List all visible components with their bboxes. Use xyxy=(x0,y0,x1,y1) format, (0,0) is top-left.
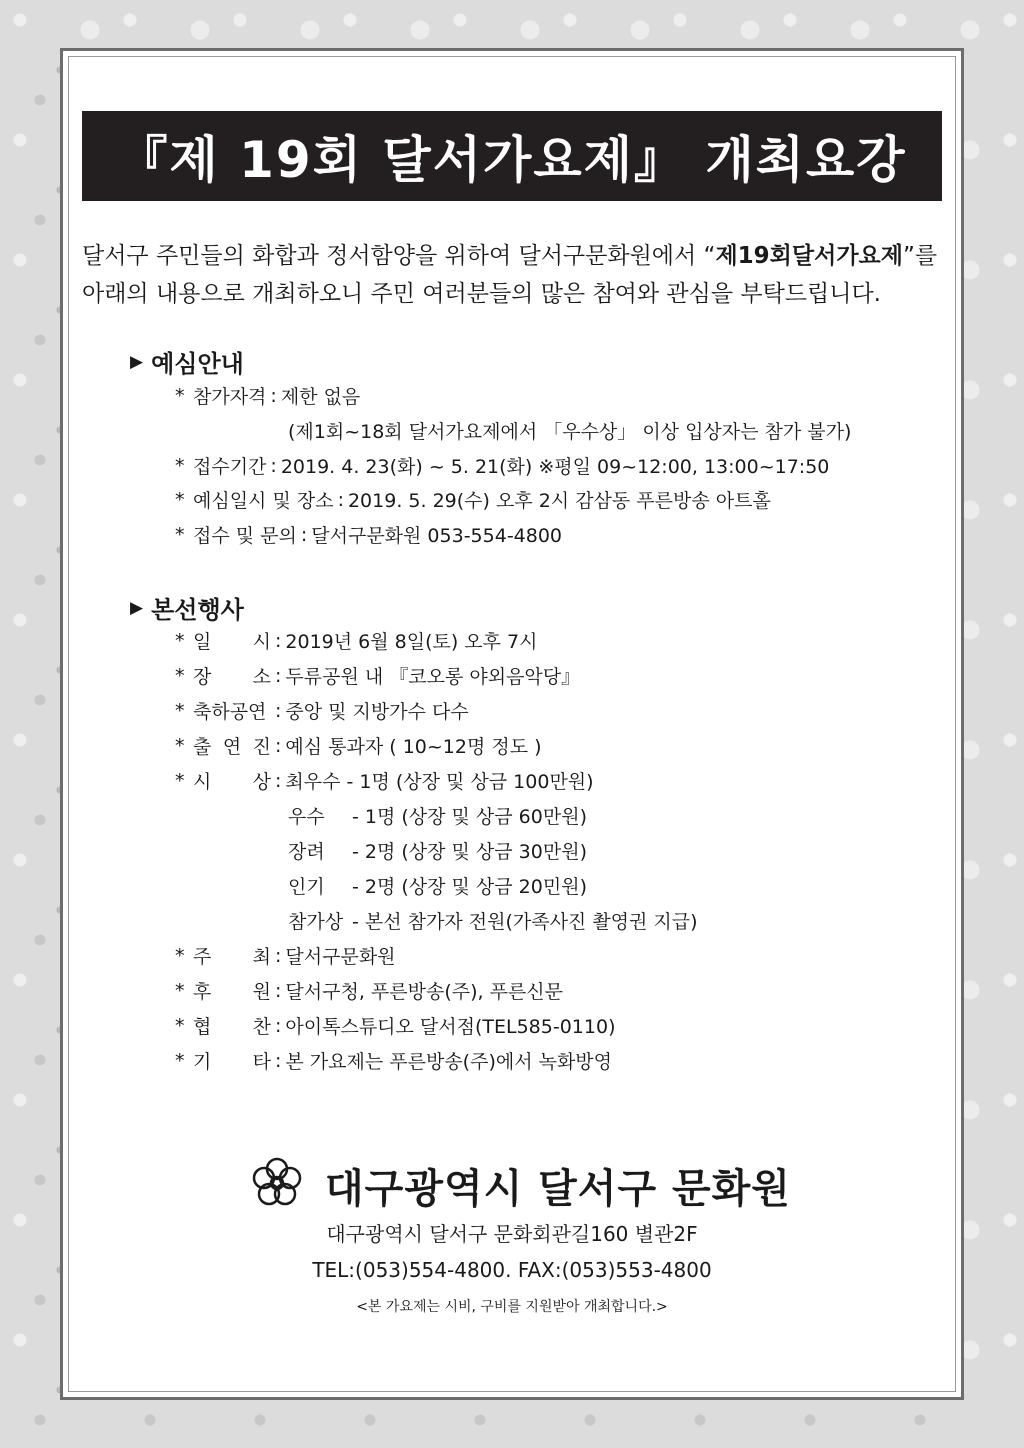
asterisk-bullet-icon: * xyxy=(175,629,185,652)
main-item-value: 예심 통과자 ( 10~12명 정도 ) xyxy=(285,736,542,758)
funding-note: <본 가요제는 시비, 구비를 지원받아 개최합니다.> xyxy=(356,1299,668,1315)
main-item-value: 2019년 6월 8일(토) 오후 7시 xyxy=(285,631,538,653)
prize-place: 참가상 xyxy=(288,911,344,933)
prelim-item-contact xyxy=(175,517,562,552)
asterisk-bullet-icon: * xyxy=(175,944,185,967)
main-item-value: 달서구청, 푸른방송(주), 푸른신문 xyxy=(285,981,563,1003)
colon-separator: : xyxy=(275,629,282,652)
prelim-item-label: 접수 및 문의 xyxy=(193,525,297,547)
main-item-value: 최우수 - 1명 (상장 및 상금 100만원) xyxy=(285,771,594,793)
colon-separator: : xyxy=(275,944,282,967)
prelim-item-value: 2019. 5. 29(수) 오후 2시 감삼동 푸른방송 아트홀 xyxy=(347,490,771,512)
prelim-item-note: (제1회~18회 달서가요제에서 「우수상」 이상 입상자는 참가 불가) xyxy=(288,421,852,443)
prize-row xyxy=(288,903,698,938)
asterisk-bullet-icon: * xyxy=(175,384,185,407)
colon-separator: : xyxy=(275,979,282,1002)
organization-address: 대구광역시 달서구 문화회관길160 별관2F xyxy=(326,1222,698,1246)
intro-line-1-pre: 달서구 주민들의 화합과 정서함양을 위하여 달서구문화원에서 “ xyxy=(82,243,716,269)
main-item-label: 협 찬 xyxy=(193,1016,271,1038)
prelim-item-value: 제한 없음 xyxy=(280,386,361,408)
organization-contact: TEL:(053)554-4800. FAX:(053)553-4800 xyxy=(312,1258,712,1282)
main-item-host xyxy=(175,938,396,973)
colon-separator: : xyxy=(337,488,344,511)
asterisk-bullet-icon: * xyxy=(175,488,185,511)
main-item-value: 두류공원 내 『코오롱 야외음악당』 xyxy=(285,666,581,688)
prelim-item-eligibility xyxy=(175,378,360,413)
main-item-etc xyxy=(175,1043,612,1078)
colon-separator: : xyxy=(275,769,282,792)
prelim-item-period xyxy=(175,448,829,483)
prize-row xyxy=(288,868,587,903)
main-item-label: 후 원 xyxy=(193,981,271,1003)
main-item-label: 일 시 xyxy=(193,631,271,653)
section-main-heading xyxy=(130,590,244,625)
section-prelim-label: 예심안내 xyxy=(151,350,244,378)
intro-line-1 xyxy=(82,237,952,275)
organization-block xyxy=(200,1150,840,1220)
main-item-label: 주 최 xyxy=(193,946,271,968)
asterisk-bullet-icon: * xyxy=(175,454,185,477)
main-item-datetime xyxy=(175,623,538,658)
prize-row xyxy=(288,798,587,833)
colon-separator: : xyxy=(300,523,308,546)
prize-value: - 1명 (상장 및 상금 60만원) xyxy=(352,806,587,828)
prize-place: 우수 xyxy=(288,806,325,828)
prelim-item-eligibility-note xyxy=(288,413,851,448)
prelim-item-value: 달서구문화원 053-554-4800 xyxy=(311,525,563,547)
colon-separator: : xyxy=(275,734,282,757)
prize-place: 장려 xyxy=(288,841,325,863)
prize-value: - 2명 (상장 및 상금 30만원) xyxy=(352,841,587,863)
prelim-item-label: 접수기간 xyxy=(193,456,267,478)
main-item-label: 시 상 xyxy=(193,771,271,793)
main-item-awards xyxy=(175,763,594,798)
asterisk-bullet-icon: * xyxy=(175,664,185,687)
intro-paragraph xyxy=(82,237,952,313)
main-item-performance xyxy=(175,693,469,728)
colon-separator: : xyxy=(270,384,277,407)
asterisk-bullet-icon: * xyxy=(175,523,185,546)
asterisk-bullet-icon: * xyxy=(175,979,185,1002)
organization-name: 대구광역시 달서구 문화원 xyxy=(325,1165,791,1212)
triangle-bullet-icon: ▶ xyxy=(130,597,144,618)
flower-emblem-icon xyxy=(249,1155,305,1215)
main-item-sponsor xyxy=(175,973,563,1008)
colon-separator: : xyxy=(270,454,277,477)
page-title-text: 『제 19회 달서가요제』 개최요강 xyxy=(117,131,907,189)
main-item-support xyxy=(175,1008,615,1043)
main-item-value: 달서구문화원 xyxy=(285,946,396,968)
intro-line-1-post: ”를 xyxy=(903,243,938,269)
prelim-item-label: 예심일시 및 장소 xyxy=(193,490,334,512)
intro-line-2: 아래의 내용으로 개최하오니 주민 여러분들의 많은 참여와 관심을 부탁드립니다. xyxy=(82,281,881,307)
colon-separator: : xyxy=(275,1049,282,1072)
asterisk-bullet-icon: * xyxy=(175,1049,185,1072)
prelim-item-label: 참가자격 xyxy=(193,386,267,408)
triangle-bullet-icon: ▶ xyxy=(130,351,144,372)
asterisk-bullet-icon: * xyxy=(175,699,185,722)
section-prelim-heading xyxy=(130,344,244,379)
colon-separator: : xyxy=(275,1014,282,1037)
asterisk-bullet-icon: * xyxy=(175,734,185,757)
colon-separator: : xyxy=(275,664,282,687)
colon-separator: : xyxy=(275,699,282,722)
main-item-value: 본 가요제는 푸른방송(주)에서 녹화방영 xyxy=(285,1051,613,1073)
prelim-item-value: 2019. 4. 23(화) ~ 5. 21(화) ※평일 09~12:00, 13:00~17:50 xyxy=(280,456,830,478)
main-item-value: 아이톡스튜디오 달서점(TEL585-0110) xyxy=(285,1016,616,1038)
main-item-label: 출 연 진 xyxy=(193,736,271,758)
main-item-performers xyxy=(175,728,542,763)
intro-line-1-bold: 제19회달서가요제 xyxy=(715,243,903,269)
main-item-value: 중앙 및 지방가수 다수 xyxy=(285,701,469,723)
prize-place: 인기 xyxy=(288,876,325,898)
main-item-venue xyxy=(175,658,580,693)
main-item-label: 축하공연 xyxy=(193,701,267,723)
main-item-label: 기 타 xyxy=(193,1051,271,1073)
asterisk-bullet-icon: * xyxy=(175,1014,185,1037)
page-title xyxy=(82,111,942,201)
section-main-label: 본선행사 xyxy=(151,596,244,624)
main-item-label: 장 소 xyxy=(193,666,271,688)
prize-value: - 본선 참가자 전원(가족사진 촬영권 지급) xyxy=(352,911,698,933)
prize-row xyxy=(288,833,587,868)
prize-value: - 2명 (상장 및 상금 20민원) xyxy=(352,876,587,898)
prelim-item-schedule xyxy=(175,482,771,517)
asterisk-bullet-icon: * xyxy=(175,769,185,792)
